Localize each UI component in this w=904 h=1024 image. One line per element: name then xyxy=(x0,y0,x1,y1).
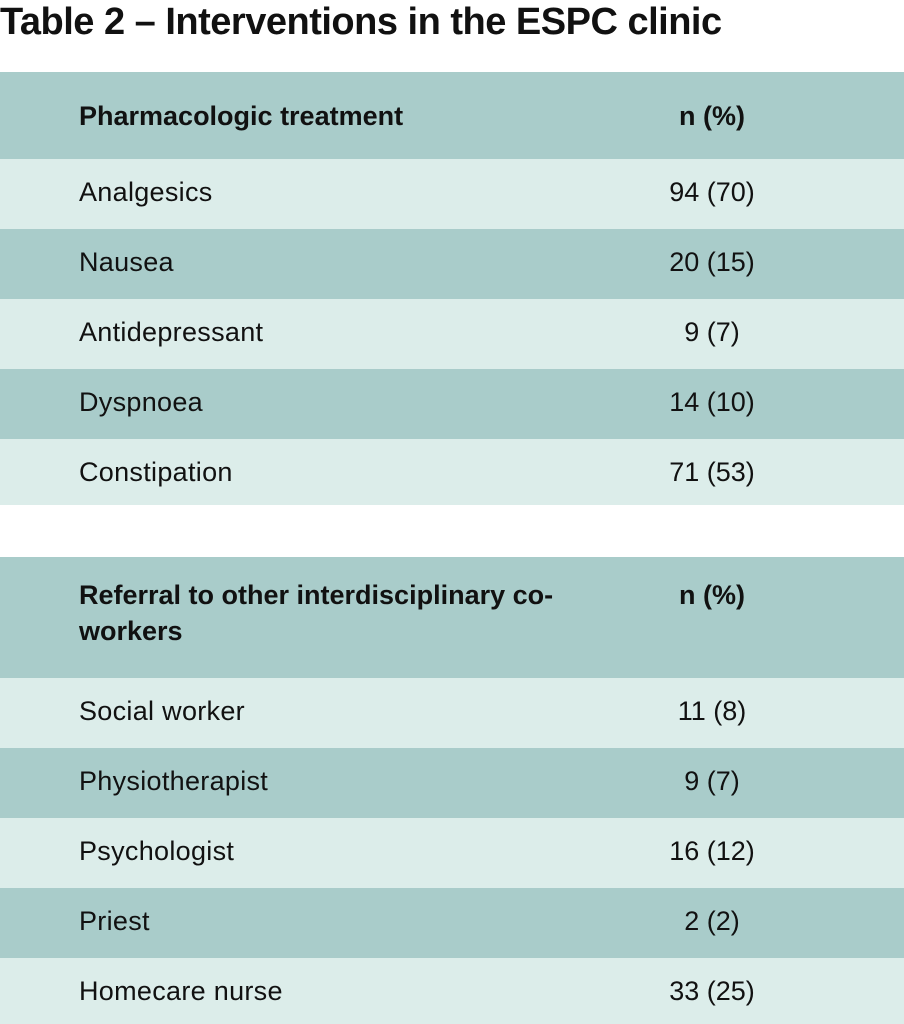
row-label: Social worker xyxy=(79,696,245,726)
row-value: 16 (12) xyxy=(669,836,755,866)
row-value: 94 (70) xyxy=(669,177,755,207)
table-row xyxy=(0,439,904,505)
row-label: Dyspnoea xyxy=(79,387,203,417)
column-header-category: Referral to other interdisciplinary co-workers xyxy=(79,580,554,646)
table-row xyxy=(0,229,904,299)
table-row xyxy=(0,818,904,888)
table-title: Table 2 – Interventions in the ESPC clinic xyxy=(0,1,722,43)
table-row xyxy=(0,159,904,229)
table-header-row xyxy=(0,72,904,159)
table-row xyxy=(0,958,904,1024)
row-value: 20 (15) xyxy=(669,247,755,277)
row-value: 9 (7) xyxy=(684,766,740,796)
column-header-count: n (%) xyxy=(679,580,745,610)
row-value: 33 (25) xyxy=(669,976,755,1006)
row-label: Antidepressant xyxy=(79,317,264,347)
row-value: 71 (53) xyxy=(669,457,755,487)
row-label: Nausea xyxy=(79,247,174,277)
table-row xyxy=(0,888,904,958)
table-header-row xyxy=(0,557,904,678)
row-label: Physiotherapist xyxy=(79,766,269,796)
column-header-count: n (%) xyxy=(679,101,745,131)
row-label: Analgesics xyxy=(79,177,213,207)
row-label: Psychologist xyxy=(79,836,235,866)
row-label: Priest xyxy=(79,906,150,936)
table-row xyxy=(0,678,904,748)
row-value: 2 (2) xyxy=(684,906,740,936)
row-value: 9 (7) xyxy=(684,317,740,347)
row-value: 14 (10) xyxy=(669,387,755,417)
table-row xyxy=(0,299,904,369)
table-row xyxy=(0,748,904,818)
pharmacologic-treatment-table xyxy=(0,72,904,505)
referral-table xyxy=(0,557,904,1024)
table-row xyxy=(0,369,904,439)
row-label: Homecare nurse xyxy=(79,976,283,1006)
row-value: 11 (8) xyxy=(677,696,747,726)
column-header-category: Pharmacologic treatment xyxy=(79,101,404,131)
row-label: Constipation xyxy=(79,457,233,487)
